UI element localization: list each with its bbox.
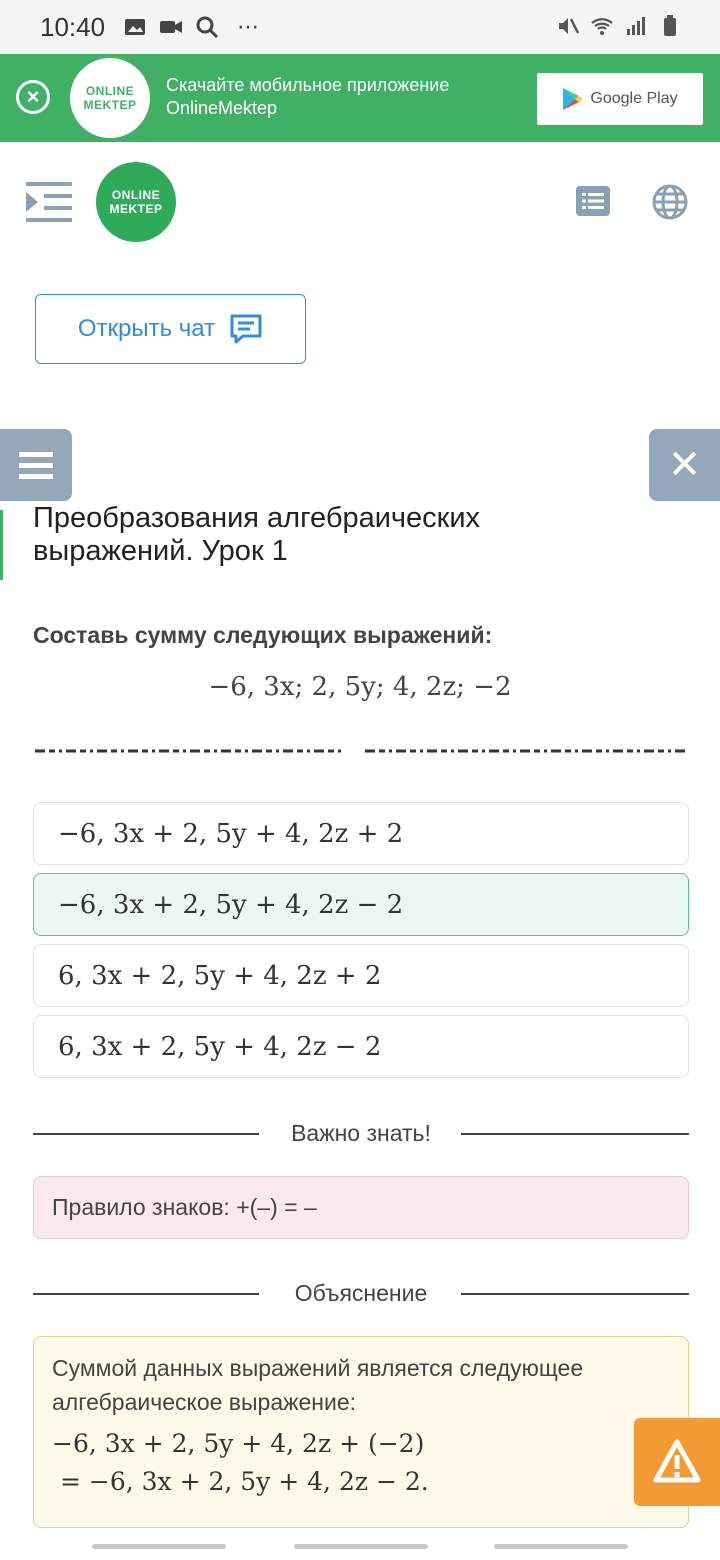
report-error-button[interactable]	[634, 1418, 720, 1506]
important-divider	[33, 1114, 689, 1154]
explanation-math-line-1: −6, 3x + 2, 5y + 4, 2z + (−2)	[52, 1429, 425, 1458]
banner-logo: ONLINE MEKTEP	[70, 58, 150, 138]
status-time: 10:40	[40, 11, 106, 42]
warning-icon	[634, 1418, 720, 1506]
important-heading: Важно знать!	[291, 1120, 431, 1146]
status-icons-left	[123, 14, 259, 40]
status-bar	[0, 0, 720, 54]
open-chat-label: Открыть чат	[77, 315, 216, 342]
mute-icon	[556, 14, 580, 38]
open-chat-button[interactable]	[35, 294, 306, 364]
answer-placeholder-dashes	[35, 748, 687, 754]
lesson-title: Преобразования алгебраических выражений. Урок 1	[33, 502, 481, 567]
globe-icon[interactable]	[652, 184, 688, 220]
app-download-banner	[0, 54, 720, 142]
answer-option-4[interactable]: 6, 3x + 2, 5y + 4, 2z − 2	[33, 1015, 689, 1078]
close-icon: ✕	[667, 443, 702, 487]
sign-rule-text: Правило знаков: +(–) = –	[52, 1194, 317, 1220]
menu-indent-icon[interactable]	[26, 180, 72, 224]
side-menu-button[interactable]	[0, 429, 72, 501]
answer-option-1[interactable]: −6, 3x + 2, 5y + 4, 2z + 2	[33, 802, 689, 865]
nav-home-button[interactable]	[294, 1544, 428, 1549]
wifi-icon	[590, 14, 614, 38]
answer-option-3[interactable]: 6, 3x + 2, 5y + 4, 2z + 2	[33, 944, 689, 1007]
hamburger-icon	[0, 429, 72, 501]
system-nav-bar	[0, 1530, 720, 1560]
explanation-text: Суммой данных выражений является следующее алгебраическое выражение:	[52, 1355, 584, 1415]
close-banner-button[interactable]: ×	[16, 80, 50, 114]
banner-text: Скачайте мобильное приложение OnlineMektep	[166, 75, 450, 118]
answer-option-2[interactable]: −6, 3x + 2, 5y + 4, 2z − 2	[33, 873, 689, 936]
close-lesson-button[interactable]	[649, 429, 720, 501]
explanation-math-line-2: = −6, 3x + 2, 5y + 4, 2z − 2.	[60, 1467, 429, 1496]
status-icons-right	[556, 14, 682, 38]
top-navigation	[0, 142, 720, 262]
battery-icon	[658, 14, 682, 38]
question-text: Составь сумму следующих выражений:	[33, 622, 493, 648]
video-icon	[159, 15, 183, 39]
google-play-label: Google Play	[590, 90, 678, 107]
search-icon	[195, 15, 219, 39]
google-play-icon	[562, 87, 584, 111]
progress-edge	[0, 510, 3, 580]
explanation-divider	[33, 1274, 689, 1314]
image-icon	[123, 15, 147, 39]
explanation-heading: Объяснение	[294, 1280, 428, 1306]
nav-recent-button[interactable]	[92, 1544, 226, 1549]
site-logo[interactable]: ONLINE MEKTEP	[96, 162, 176, 242]
explanation-box	[33, 1336, 689, 1528]
chat-icon	[229, 313, 263, 345]
sign-rule-box	[33, 1176, 689, 1239]
more-icon: ⋯	[237, 14, 260, 39]
given-expressions: −6, 3x; 2, 5y; 4, 2z; −2	[208, 672, 512, 702]
nav-back-button[interactable]	[494, 1544, 628, 1549]
google-play-button[interactable]	[537, 73, 703, 125]
list-icon[interactable]	[576, 186, 610, 216]
signal-icon	[624, 14, 648, 38]
explanation-math	[52, 1425, 670, 1501]
